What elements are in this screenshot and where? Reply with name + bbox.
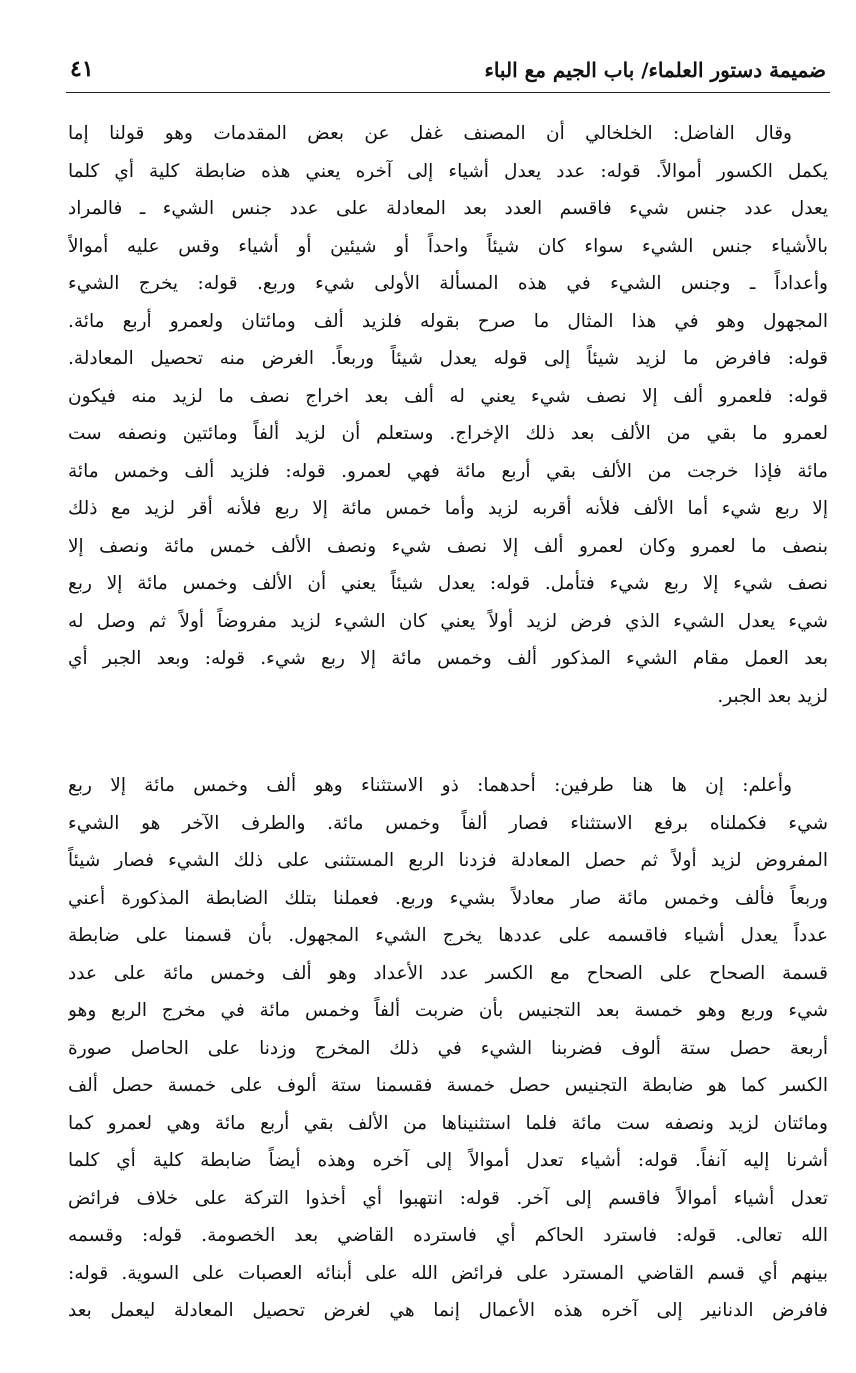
page-number: ٤١ xyxy=(70,56,94,82)
text-line: قوله: فافرض ما لزيد شيئاً إلى قوله يعدل شيئاً وربعاً. الغرض منه تحصيل المعادلة. xyxy=(68,348,828,369)
text-line: قوله: فلعمرو ألف إلا نصف شيء يعني له ألف بعد اخراج نصف ما لزيد منه فيكون xyxy=(68,385,828,407)
header-title: ضميمة دستور العلماء/ باب الجيم مع الباء xyxy=(484,58,826,82)
paragraph-2 xyxy=(68,767,828,1330)
text-line: مائة فإذا خرجت من الألف بقي أربع مائة فهي لعمرو. قوله: فلزيد ألف وخمس مائة xyxy=(68,460,828,482)
text-line: الكسر كما هو ضابطة التجنيس حصل خمسة فقسمنا ستة ألوف على خمسة حصل ألف xyxy=(68,1075,828,1096)
text-line: أربعة حصل ستة ألوف فضربنا الشيء في ذلك المخرج وزدنا على الحاصل صورة xyxy=(68,1037,828,1059)
text-line: تعدل أشياء أموالاً فاقسم إلى آخر. قوله: انتهبوا أي أخذوا التركة على خلاف فرائض xyxy=(68,1187,828,1209)
text-line: إلا ربع شيء أما الألف فلأنه أقربه لزيد وأما خمس مائة إلا ربع فلأنه أقر لزيد مع ذلك xyxy=(68,498,828,519)
text-line: بالأشياء جنس الشيء سواء كان شيئاً واحداً أو شيئين أو أشياء وقس عليه أموالاً xyxy=(68,235,828,257)
running-header xyxy=(66,48,830,93)
text-line: ومائتان لزيد ونصفه ست مائة فلما استثنيناها من الألف بقي أربع مائة وهي لعمرو كما xyxy=(68,1112,828,1134)
text-line: شيء فكملناه برفع الاستثناء فصار ألفاً وخمس مائة. والطرف الآخر هو الشيء xyxy=(68,812,828,834)
page-body xyxy=(68,115,828,1330)
text-line: وأعداداً ـ وجنس الشيء في هذه المسألة الأولى شيء وربع. قوله: يخرج الشيء xyxy=(68,273,828,294)
text-line: يكمل الكسور أموالاً. قوله: عدد يعدل أشياء إلى آخره يعني هذه ضابطة كلية أي كلما xyxy=(68,160,828,182)
paragraph-1 xyxy=(68,115,828,715)
text-line: يعدل عدد جنس شيء فاقسم العدد بعد المعادلة على عدد جنس الشيء ـ فالمراد xyxy=(68,198,828,219)
text-line: المجهول وهو في هذا المثال ما صرح بقوله فلزيد ألف ومائتان ولعمرو أربع مائة. xyxy=(68,310,828,332)
text-line: وأعلم: إن ها هنا طرفين: أحدهما: ذو الاستثناء وهو ألف وخمس مائة إلا ربع xyxy=(68,775,792,796)
text-line: لزيد بعد الجبر. xyxy=(717,685,828,707)
text-line: بينهم أي قسم القاضي المسترد على فرائض الله على أبنائه العصبات على السوية. قوله: xyxy=(68,1262,828,1284)
paragraph-gap xyxy=(68,715,828,767)
text-line: وربعاً فألف وخمس مائة صار معادلاً بشيء وربع. فعملنا بتلك الضابطة المذكورة أعني xyxy=(68,887,828,909)
text-line: شيء وربع وهو خمسة بعد التجنيس بأن ضربت ألفاً وخمس مائة في مخرج الربع وهو xyxy=(68,1000,828,1021)
text-line: الله تعالى. قوله: فاسترد الحاكم أي فاسترده القاضي بعد الخصومة. قوله: وقسمه xyxy=(68,1225,828,1246)
text-line: المفروض لزيد أولاً ثم حصل المعادلة فزدنا الربع المستثنى على ذلك الشيء فصار شيئاً xyxy=(68,850,828,871)
text-line: قسمة الصحاح على الصحاح مع الكسر عدد الأعداد وهو ألف وخمس مائة على عدد xyxy=(68,962,828,984)
text-line: عدداً يعدل أشياء فاقسمه على عددها يخرج الشيء المجهول. بأن قسمنا على ضابطة xyxy=(68,925,828,946)
text-line: نصف شيء إلا ربع شيء فتأمل. قوله: يعدل شيئاً يعني أن الألف وخمس مائة إلا ربع xyxy=(68,573,828,594)
text-line: وقال الفاضل: الخلخالي أن المصنف غفل عن بعض المقدمات وهو قولنا إما xyxy=(68,123,792,144)
text-line: شيء يعدل الشيء الذي فرض لزيد أولاً يعني كان الشيء لزيد مفروضاً أولاً ثم وصل له xyxy=(68,610,828,632)
text-line: بعد العمل مقام الشيء المذكور ألف وخمس مائة إلا ربع شيء. قوله: وبعد الجبر أي xyxy=(68,648,828,669)
text-line: فافرض الدنانير إلى آخره هذه الأعمال إنما هي لغرض تحصيل المعادلة ليعمل بعد xyxy=(68,1300,828,1321)
text-line: بنصف ما لعمرو وكان لعمرو ألف إلا نصف شيء ونصف الألف خمس مائة ونصف إلا xyxy=(68,535,828,557)
text-line: أشرنا إليه آنفاً. قوله: أشياء تعدل أموالاً إلى آخره وهذه أيضاً ضابطة كلية أي كلما xyxy=(68,1150,828,1171)
text-line: لعمرو ما بقي من الألف بعد ذلك الإخراج. وستعلم أن لزيد ألفاً ومائتين ونصفه ست xyxy=(68,423,828,444)
